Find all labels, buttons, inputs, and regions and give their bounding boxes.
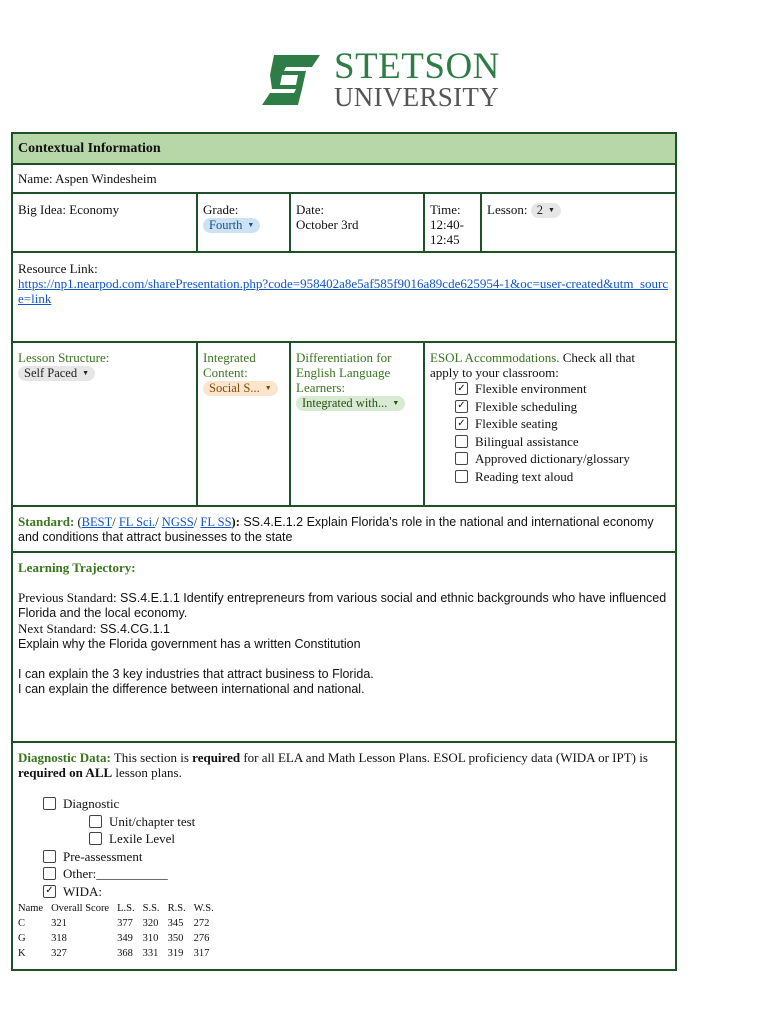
standard-link[interactable]: BEST bbox=[81, 515, 113, 529]
esol-item bbox=[455, 433, 670, 451]
esol-item bbox=[455, 380, 670, 398]
standard-link[interactable]: NGSS bbox=[161, 515, 194, 529]
chevron-down-icon: ▼ bbox=[82, 369, 90, 377]
diagnostic-text-2: for all ELA and Math Lesson Plans. ESOL proficiency data (WIDA or IPT) is bbox=[240, 750, 648, 765]
diagnostic-item-label: Unit/chapter test bbox=[109, 813, 196, 829]
wida-cell: 377 bbox=[117, 918, 133, 929]
esol-instruction-1: Check all that bbox=[559, 350, 635, 365]
checkbox[interactable]: ✓ bbox=[455, 417, 468, 430]
checkbox[interactable] bbox=[455, 470, 468, 483]
chevron-down-icon: ▼ bbox=[247, 221, 255, 229]
standard-link[interactable]: FL SS bbox=[200, 515, 232, 529]
next-standard-text: SS.4.CG.1.1 bbox=[96, 622, 170, 636]
checkbox[interactable]: ✓ bbox=[43, 885, 56, 898]
wida-cell: 350 bbox=[167, 933, 184, 944]
diagnostic-item-label: Lexile Level bbox=[109, 831, 176, 847]
learning-trajectory-cell bbox=[12, 552, 676, 742]
time-value-start: 12:40- bbox=[430, 217, 464, 232]
esol-item-label: Reading text aloud bbox=[475, 468, 574, 484]
diagnostic-text-3: lesson plans. bbox=[112, 765, 182, 780]
wida-cell: G bbox=[18, 933, 26, 944]
time-label: Time: bbox=[430, 202, 461, 217]
esol-item bbox=[455, 468, 670, 486]
lesson-structure-label: Lesson Structure: bbox=[18, 350, 110, 365]
wida-cell: 321 bbox=[51, 918, 67, 929]
diagnostic-item bbox=[43, 883, 670, 901]
wida-cell: 345 bbox=[167, 918, 184, 929]
esol-checklist bbox=[455, 380, 670, 485]
checkbox[interactable] bbox=[455, 435, 468, 448]
esol-item bbox=[455, 450, 670, 468]
integrated-content-cell bbox=[197, 342, 290, 506]
lesson-plan-form bbox=[11, 132, 677, 971]
differentiation-label-1: Differentiation for bbox=[296, 350, 392, 365]
date-label: Date: bbox=[296, 202, 325, 217]
lesson-label: Lesson: bbox=[487, 202, 528, 217]
wida-row bbox=[18, 946, 222, 961]
differentiation-dropdown[interactable] bbox=[296, 396, 405, 411]
standard-links bbox=[82, 515, 232, 529]
wida-cell: 320 bbox=[142, 918, 159, 929]
link-separator: / bbox=[193, 515, 201, 529]
time-cell bbox=[424, 193, 481, 252]
integrated-label-2: Content: bbox=[203, 365, 248, 380]
logo-line1: STETSON bbox=[334, 46, 500, 87]
chevron-down-icon: ▼ bbox=[547, 206, 555, 214]
i-can-statement-2: I can explain the difference between international and national. bbox=[18, 682, 365, 696]
grade-value: Fourth bbox=[209, 218, 243, 232]
diagnostic-item-label: Other:___________ bbox=[63, 866, 168, 882]
esol-item-label: Flexible seating bbox=[475, 416, 558, 432]
lesson-dropdown[interactable] bbox=[531, 203, 561, 218]
big-idea: Big Idea: Economy bbox=[12, 193, 197, 252]
diagnostic-item-label: WIDA: bbox=[63, 883, 102, 899]
wida-cell: 276 bbox=[193, 933, 210, 944]
diagnostic-checklist bbox=[43, 795, 670, 900]
standard-link[interactable]: FL Sci. bbox=[118, 515, 156, 529]
wida-header-row bbox=[18, 901, 222, 916]
standard-open-paren: ( bbox=[74, 515, 82, 529]
checkbox[interactable] bbox=[43, 867, 56, 880]
diagnostic-item bbox=[89, 830, 670, 848]
integrated-value: Social S... bbox=[209, 381, 260, 395]
wida-table bbox=[18, 901, 222, 961]
diagnostic-bold-2: required on ALL bbox=[18, 765, 113, 780]
checkbox[interactable]: ✓ bbox=[455, 400, 468, 413]
esol-item bbox=[455, 415, 670, 433]
diagnostic-intro bbox=[18, 750, 670, 780]
esol-item-label: Bilingual assistance bbox=[475, 433, 579, 449]
wida-row bbox=[18, 931, 222, 946]
esol-label: ESOL Accommodations. bbox=[430, 350, 560, 365]
wida-cell: 327 bbox=[51, 948, 67, 959]
lesson-structure-dropdown[interactable] bbox=[18, 366, 95, 381]
logo-line2: UNIVERSITY bbox=[334, 82, 499, 112]
diagnostic-bold-1: required bbox=[192, 750, 241, 765]
differentiation-value: Integrated with... bbox=[302, 396, 388, 410]
lesson-value: 2 bbox=[536, 203, 543, 217]
resource-cell bbox=[12, 252, 676, 342]
chevron-down-icon: ▼ bbox=[264, 384, 272, 392]
wida-header-cell: Overall Score bbox=[51, 903, 110, 914]
checkbox[interactable]: ✓ bbox=[455, 382, 468, 395]
esol-item-label: Flexible environment bbox=[475, 381, 587, 397]
lesson-structure-cell bbox=[12, 342, 197, 506]
grade-label: Grade: bbox=[203, 202, 239, 217]
standard-text: SS.4.E.1.2 Explain Florida's role in the national and international economy and conditions that attract businesses to the state bbox=[18, 515, 654, 544]
wida-cell: 319 bbox=[167, 948, 184, 959]
resource-label: Resource Link: bbox=[18, 261, 98, 276]
esol-cell bbox=[424, 342, 676, 506]
diagnostic-item bbox=[43, 795, 670, 813]
differentiation-label-2: English Language bbox=[296, 365, 391, 380]
chevron-down-icon: ▼ bbox=[392, 399, 400, 407]
wida-cell: K bbox=[18, 948, 26, 959]
integrated-label-1: Integrated bbox=[203, 350, 256, 365]
wida-cell: 272 bbox=[193, 918, 210, 929]
checkbox[interactable] bbox=[89, 832, 102, 845]
wida-cell: 318 bbox=[51, 933, 67, 944]
diagnostic-item-label: Diagnostic bbox=[63, 796, 120, 812]
lesson-cell bbox=[481, 193, 676, 252]
prev-standard-label: Previous Standard: bbox=[18, 590, 117, 605]
standard-close-paren: ): bbox=[231, 515, 240, 529]
checkbox[interactable] bbox=[89, 815, 102, 828]
wida-cell: 317 bbox=[193, 948, 210, 959]
wida-cell: C bbox=[18, 918, 26, 929]
wida-cell: 331 bbox=[142, 948, 159, 959]
link-separator: / bbox=[155, 515, 162, 529]
stetson-s-icon bbox=[262, 53, 320, 107]
checkbox[interactable] bbox=[43, 850, 56, 863]
differentiation-cell bbox=[290, 342, 424, 506]
resource-link[interactable]: https://np1.nearpod.com/sharePresentation.php?code=958402a8e5af585f9016a89cde625954-1&oc=user-created&utm_source=link bbox=[18, 276, 669, 306]
wida-header-cell: R.S. bbox=[167, 903, 186, 914]
diagnostic-item bbox=[89, 813, 670, 831]
next-standard-label: Next Standard: bbox=[18, 621, 97, 636]
trajectory-label: Learning Trajectory: bbox=[18, 560, 136, 575]
lesson-structure-value: Self Paced bbox=[24, 366, 78, 380]
diagnostic-item-label: Pre-assessment bbox=[63, 848, 143, 864]
wida-header-cell: W.S. bbox=[193, 903, 214, 914]
date-cell bbox=[290, 193, 424, 252]
esol-item-label: Flexible scheduling bbox=[475, 398, 578, 414]
diagnostic-item bbox=[43, 865, 670, 883]
esol-instruction-2: apply to your classroom: bbox=[430, 365, 559, 380]
grade-dropdown[interactable] bbox=[203, 218, 260, 233]
stetson-logo bbox=[262, 48, 500, 111]
diagnostic-item bbox=[43, 848, 670, 866]
wida-header-cell: L.S. bbox=[117, 903, 135, 914]
contextual-info-header: Contextual Information bbox=[12, 133, 676, 164]
wida-cell: 349 bbox=[117, 933, 133, 944]
next-standard-desc: Explain why the Florida government has a written Constitution bbox=[18, 637, 361, 651]
differentiation-label-3: Learners: bbox=[296, 380, 346, 395]
esol-item bbox=[455, 398, 670, 416]
wida-header-cell: Name bbox=[18, 903, 44, 914]
standard-cell bbox=[12, 506, 676, 552]
grade-cell bbox=[197, 193, 290, 252]
wida-cell: 368 bbox=[117, 948, 133, 959]
checkbox[interactable] bbox=[43, 797, 56, 810]
wida-row bbox=[18, 916, 222, 931]
i-can-statement-1: I can explain the 3 key industries that attract business to Florida. bbox=[18, 667, 374, 681]
name-row: Name: Aspen Windesheim bbox=[12, 164, 676, 193]
time-value-end: 12:45 bbox=[430, 232, 460, 247]
integrated-content-dropdown[interactable] bbox=[203, 381, 278, 396]
esol-item-label: Approved dictionary/glossary bbox=[475, 451, 630, 467]
checkbox[interactable] bbox=[455, 452, 468, 465]
standard-label: Standard: bbox=[18, 514, 75, 529]
link-separator: / bbox=[112, 515, 119, 529]
diagnostic-cell bbox=[12, 742, 676, 970]
diagnostic-text-1: This section is bbox=[110, 750, 193, 765]
date-value: October 3rd bbox=[296, 217, 359, 232]
wida-header-cell: S.S. bbox=[142, 903, 160, 914]
prev-standard-text: SS.4.E.1.1 Identify entrepreneurs from various social and ethnic backgrounds who have influenced Florida and the local economy. bbox=[18, 591, 667, 620]
diagnostic-label: Diagnostic Data: bbox=[18, 750, 111, 765]
wida-cell: 310 bbox=[142, 933, 159, 944]
